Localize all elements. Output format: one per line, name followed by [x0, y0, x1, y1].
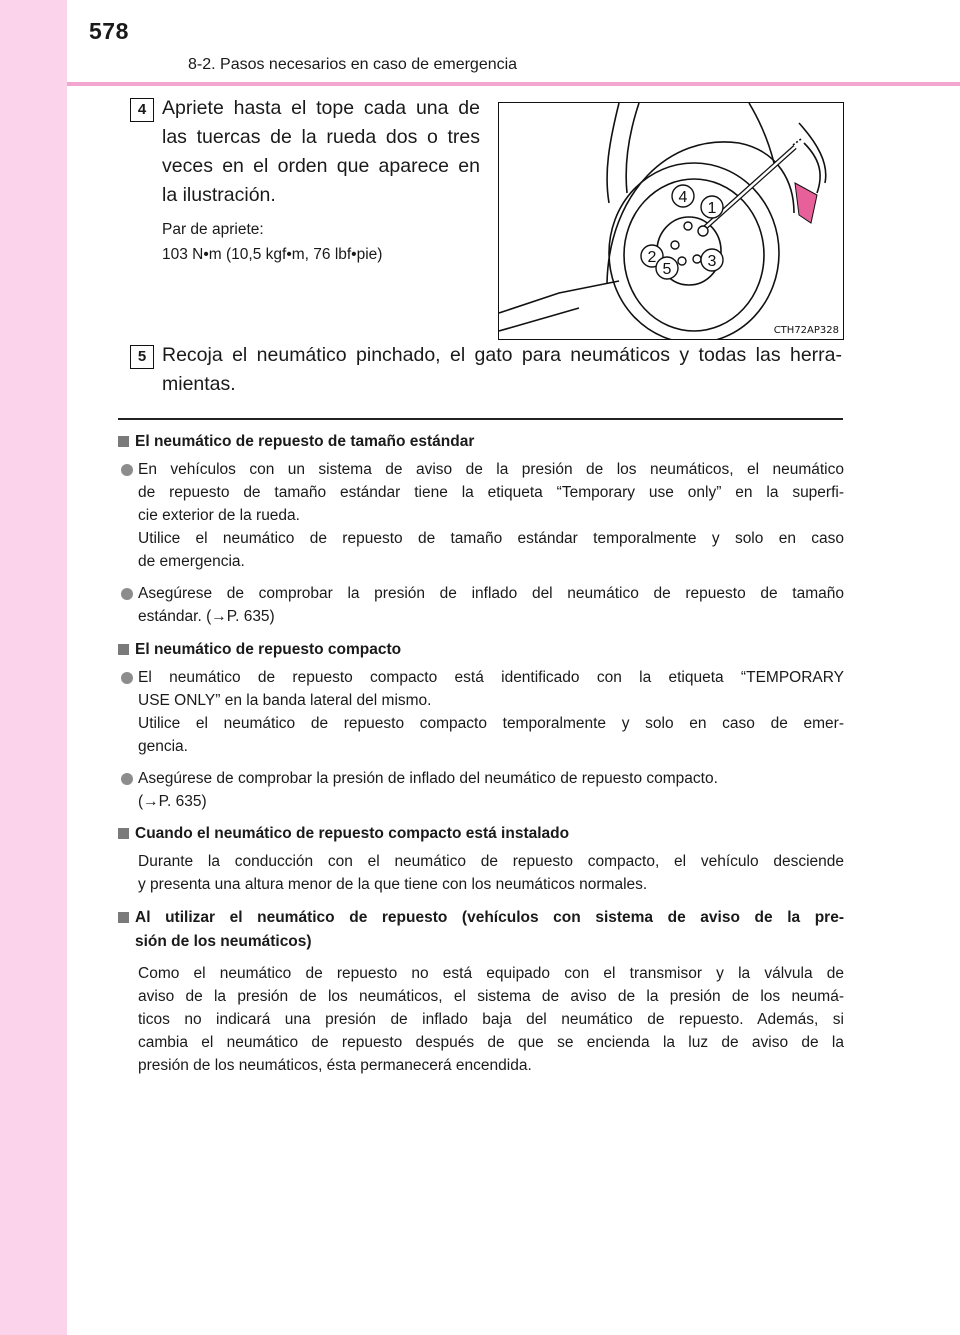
paragraph-line: Durante la conducción con el neumático de repuesto compacto, el vehículo desciende — [138, 853, 844, 870]
heading-text: El neumático de repuesto de tamaño estándar — [135, 433, 475, 450]
side-margin-strip — [0, 0, 67, 1335]
bullet-line: estándar. (→P. 635) — [138, 608, 275, 625]
paragraph-line: y presenta una altura menor de la que tiene con los neumáticos normales. — [138, 876, 648, 893]
nut-label-3: 3 — [707, 253, 717, 270]
note-heading — [118, 822, 844, 846]
step-4-line: veces en el orden que aparece en — [162, 155, 480, 177]
bullet-line: Asegúrese de comprobar la presión de inflado del neumático de repuesto compacto. — [138, 770, 718, 787]
nut-label-4: 4 — [678, 189, 688, 206]
circle-bullet-icon — [121, 672, 133, 684]
step-4-line: Apriete hasta el tope cada una de — [162, 97, 480, 119]
step-4-line: la ilustración. — [162, 184, 276, 206]
note-tpms-spare — [118, 906, 844, 1077]
header-rule — [67, 82, 960, 86]
bullet-line: Utilice el neumático de repuesto compacto temporalmente y solo en caso de emer- — [138, 715, 844, 732]
page-number: 578 — [89, 18, 129, 44]
bullet-line: Asegúrese de comprobar la presión de inflado del neumático de repuesto de tamaño — [138, 585, 844, 602]
note-paragraph — [118, 962, 844, 1077]
step-4-text — [162, 94, 480, 210]
step-4-line: las tuercas de la rueda dos o tres — [162, 126, 480, 148]
bullet-line: de emergencia. — [138, 553, 245, 570]
bullet-line: USE ONLY” en la banda lateral del mismo. — [138, 692, 432, 709]
paragraph-line: aviso de la presión de los neumáticos, el sistema de aviso de la presión de los neumá- — [138, 988, 844, 1005]
note-compact-spare — [118, 638, 844, 813]
torque-value: 103 N•m (10,5 kgf•m, 76 lbf•pie) — [162, 246, 383, 263]
note-standard-spare — [118, 430, 844, 628]
note-heading — [118, 638, 844, 662]
circle-bullet-icon — [121, 588, 133, 600]
note-compact-installed — [118, 822, 844, 896]
square-bullet-icon — [118, 644, 129, 655]
heading-text: El neumático de repuesto compacto — [135, 641, 402, 658]
bullet-line: Utilice el neumático de repuesto de tamaño estándar temporalmente y solo en caso — [138, 530, 844, 547]
step-5-text — [162, 341, 842, 399]
step-5-line: Recoja el neumático pinchado, el gato para neumáticos y todas las herra- — [162, 344, 842, 366]
section-divider — [118, 418, 843, 420]
square-bullet-icon — [118, 436, 129, 447]
circle-bullet-icon — [121, 773, 133, 785]
torque-label: Par de apriete: — [162, 221, 264, 238]
bullet-item — [118, 582, 844, 628]
wheel-nut-tightening-illustration — [498, 102, 844, 340]
bullet-line: (→P. 635) — [138, 793, 207, 810]
illustration-code: CTH72AP328 — [773, 325, 839, 336]
note-heading — [118, 906, 844, 954]
heading-line: sión de los neumáticos) — [135, 933, 312, 950]
wheel-illustration-svg — [499, 103, 843, 339]
step-number-5: 5 — [130, 345, 154, 369]
square-bullet-icon — [118, 828, 129, 839]
paragraph-line: Como el neumático de repuesto no está equipado con el transmisor y la válvula de — [138, 965, 844, 982]
section-title: 8-2. Pasos necesarios en caso de emergencia — [188, 56, 518, 73]
paragraph-line: cambia el neumático de repuesto después de que se encienda la luz de aviso de la — [138, 1034, 844, 1051]
step-number-4: 4 — [130, 98, 154, 122]
bullet-item — [118, 666, 844, 758]
note-paragraph — [118, 850, 844, 896]
step-5-line: mientas. — [162, 373, 236, 395]
square-bullet-icon — [118, 912, 129, 923]
nut-label-1: 1 — [707, 200, 717, 217]
heading-text: Cuando el neumático de repuesto compacto está instalado — [135, 825, 570, 842]
bullet-line: de repuesto de tamaño estándar tiene la etiqueta “Temporary use only” en la superfi- — [138, 484, 844, 501]
bullet-line: El neumático de repuesto compacto está identificado con la etiqueta “TEMPORARY — [138, 669, 844, 686]
paragraph-line: ticos no indicará una presión de inflado baja del neumático de repuesto. Además, si — [138, 1011, 844, 1028]
bullet-line: En vehículos con un sistema de aviso de la presión de los neumáticos, el neumático — [138, 461, 844, 478]
bullet-item — [118, 767, 844, 813]
nut-label-5: 5 — [662, 261, 672, 278]
nut-label-2: 2 — [647, 249, 657, 266]
paragraph-line: presión de los neumáticos, ésta permanecerá encendida. — [138, 1057, 532, 1074]
heading-line: Al utilizar el neumático de repuesto (vehículos con sistema de aviso de la pre- — [135, 909, 844, 926]
note-heading — [118, 430, 844, 454]
bullet-item — [118, 458, 844, 573]
bullet-line: gencia. — [138, 738, 188, 755]
circle-bullet-icon — [121, 464, 133, 476]
bullet-line: cie exterior de la rueda. — [138, 507, 300, 524]
